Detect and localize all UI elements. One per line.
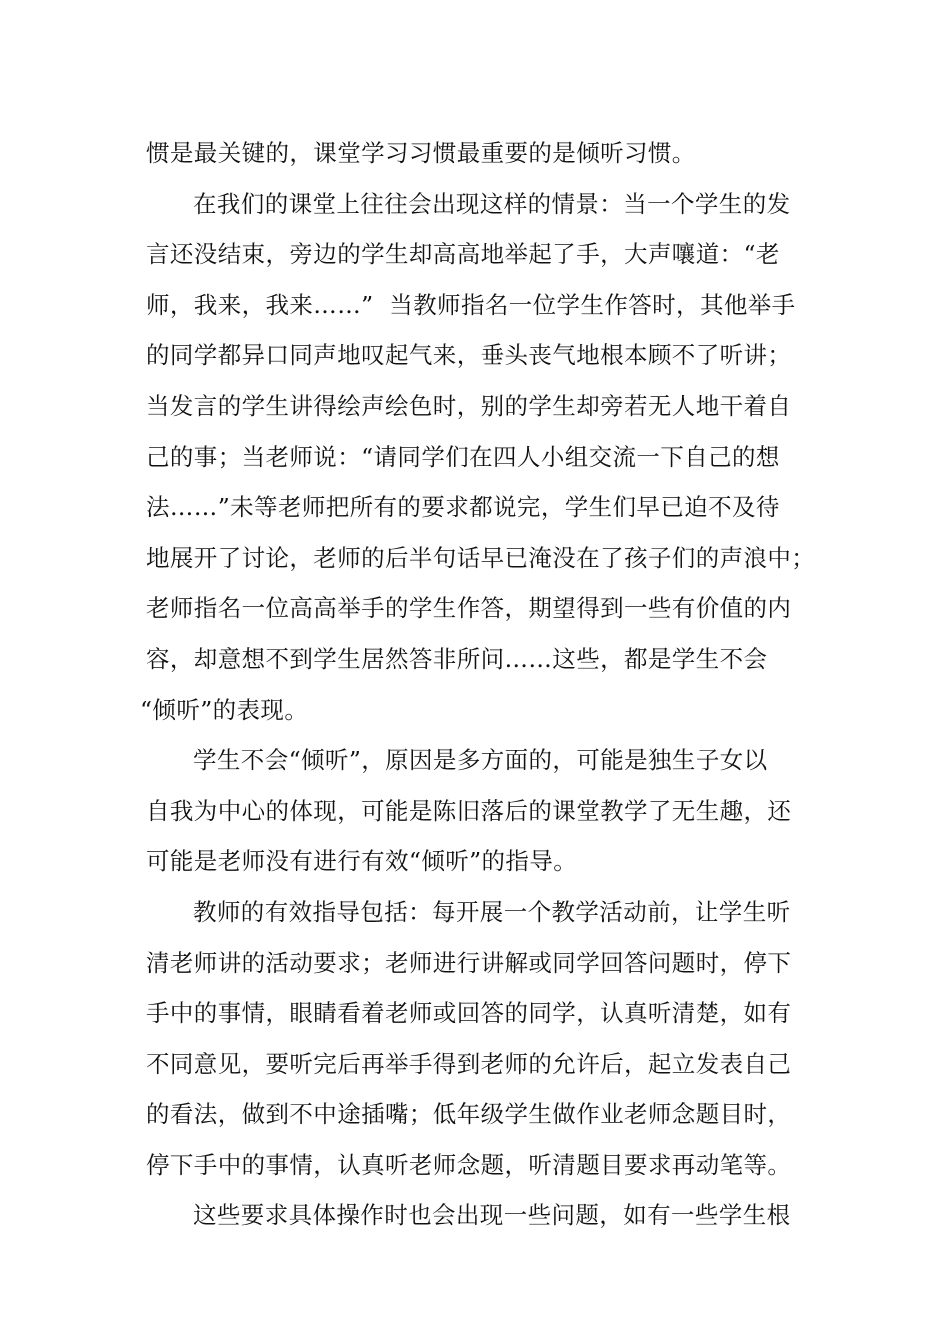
- text-line: 己的事；当老师说：“请同学们在四人小组交流一下自己的想: [146, 442, 780, 471]
- text-line: 地展开了讨论，老师的后半句话早已淹没在了孩子们的声浪中；: [146, 543, 816, 572]
- text-line: “倾听”的表现。: [140, 695, 309, 724]
- text-line: 师，我来，我来……” 当教师指名一位学生作答时，其他举手: [146, 290, 796, 319]
- paragraph-start-line: 这些要求具体操作时也会出现一些问题，如有一些学生根: [193, 1201, 791, 1230]
- text-line: 可能是老师没有进行有效“倾听”的指导。: [146, 847, 578, 876]
- text-line: 惯是最关键的，课堂学习习惯最重要的是倾听习惯。: [146, 139, 696, 167]
- text-line: 老师指名一位高高举手的学生作答，期望得到一些有价值的内: [146, 594, 792, 623]
- text-line: 清老师讲的活动要求；老师进行讲解或同学回答问题时，停下: [146, 948, 792, 977]
- text-line: 的同学都异口同声地叹起气来，垂头丧气地根本顾不了听讲；: [146, 341, 792, 370]
- text-line: 容，却意想不到学生居然答非所问……这些，都是学生不会: [146, 644, 768, 673]
- paragraph-start-line: 教师的有效指导包括：每开展一个教学活动前，让学生听: [193, 897, 791, 926]
- text-line: 的看法，做到不中途插嘴；低年级学生做作业老师念题目时，: [146, 1100, 792, 1129]
- paragraph-start-line: 在我们的课堂上往往会出现这样的情景：当一个学生的发: [193, 189, 791, 218]
- text-line: 手中的事情，眼睛看着老师或回答的同学，认真听清楚，如有: [146, 999, 792, 1028]
- text-line: 自我为中心的体现，可能是陈旧落后的课堂教学了无生趣，还: [146, 796, 792, 825]
- text-line: 法……”未等老师把所有的要求都说完，学生们早已迫不及待: [146, 493, 780, 522]
- text-line: 不同意见，要听完后再举手得到老师的允许后，起立发表自己: [146, 1049, 792, 1078]
- text-line: 停下手中的事情，认真听老师念题，听清题目要求再动笔等。: [146, 1150, 792, 1179]
- text-line: 当发言的学生讲得绘声绘色时，别的学生却旁若无人地干着自: [146, 391, 792, 420]
- text-line: 言还没结束，旁边的学生却高高地举起了手，大声嚷道：“老: [146, 240, 780, 269]
- paragraph-start-line: 学生不会“倾听”，原因是多方面的，可能是独生子女以: [193, 746, 768, 775]
- document-body: [140, 128, 816, 1241]
